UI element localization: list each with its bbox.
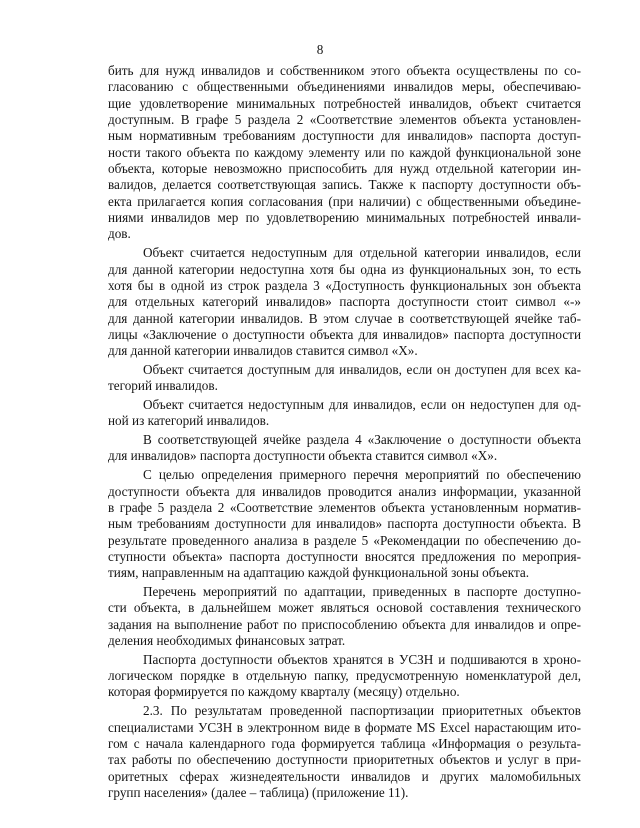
text-line: Перечень мероприятий по адаптации, приведенных в паспорте доступно- bbox=[143, 584, 581, 599]
text-line: для инвалидов» паспорта доступности объекта ставится символ «Х». bbox=[108, 448, 498, 464]
text-line: ным нормативным требованиям доступности для инвалидов» паспорта доступ- bbox=[108, 128, 581, 144]
text-line: дов. bbox=[108, 226, 131, 242]
text-line: ниями инвалидов мер по удовлетворению минимальных потребностей инвали- bbox=[108, 210, 581, 226]
text-line: тегорий инвалидов. bbox=[108, 378, 218, 394]
text-line: задания на выполнение работ по приспособлению объекта для инвалидов и опре- bbox=[108, 616, 581, 632]
text-line: сти объекта, в дальнейшем может являться основой составления технического bbox=[108, 600, 581, 616]
text-line: С целью определения примерного перечня мероприятий по обеспечению bbox=[143, 467, 581, 483]
text-line: результате проведенного анализа в разделе 5 «Рекомендации по обеспечению до- bbox=[108, 532, 581, 548]
text-line: специалистами УСЗН в электронном виде в формате MS Excel нарастающим ито- bbox=[108, 719, 581, 735]
text-line: валидов, делается соответствующая запись. Также к паспорту доступности объ- bbox=[108, 177, 581, 193]
text-line: хотя бы в одной из строк раздела 3 «Доступность функциональных зон объекта bbox=[108, 277, 581, 293]
text-line: ступности объекта» паспорта доступности вносятся предложения по мероприя- bbox=[108, 548, 581, 564]
text-line: гом с начала календарного года формируется таблица «Информация о результа- bbox=[108, 735, 581, 751]
text-line: оритетных сферах жизнедеятельности инвалидов и других маломобильных bbox=[108, 768, 581, 784]
text-line: Паспорта доступности объектов хранятся в УСЗН и подшиваются в хроно- bbox=[143, 651, 581, 667]
text-line: щие удовлетворение минимальных потребностей инвалидов, объект считается bbox=[108, 95, 581, 111]
text-line: групп населения» (далее – таблица) (приложение 11). bbox=[108, 784, 409, 800]
text-line: лицы «Заключение о доступности объекта для инвалидов» паспорта доступности bbox=[108, 326, 581, 342]
text-line: доступным. В графе 5 раздела 2 «Соответствие элементов объекта установлен- bbox=[108, 112, 581, 128]
text-line: тах работы по обеспечению доступности приоритетных объектов и услуг в при- bbox=[108, 752, 581, 768]
text-line: для данной категории инвалидов. В этом случае в соответствующей ячейке таб- bbox=[108, 310, 581, 326]
text-line: Объект считается доступным для инвалидов, если он доступен для всех ка- bbox=[143, 361, 581, 377]
text-line: для данной категории недоступна хотя бы одна из функциональных зон, то есть bbox=[108, 261, 581, 277]
text-line: ным требованиям доступности для инвалидов» паспорта доступности объекта. В bbox=[108, 516, 581, 532]
text-line: ности такого объекта по каждому элементу или по каждой функциональной зоне bbox=[108, 144, 581, 160]
text-line: для данной категории инвалидов ставится символ «Х». bbox=[108, 343, 418, 359]
text-line: тиям, направленным на адаптацию каждой функциональной зоны объекта. bbox=[108, 565, 530, 581]
text-line: объекта, которые невозможно приспособить для нужд отдельной категории ин- bbox=[108, 161, 581, 177]
text-line: деления необходимых финансовых затрат. bbox=[108, 633, 346, 649]
text-line: бить для нужд инвалидов и собственником этого объекта осуществлены по со- bbox=[108, 63, 581, 78]
text-line: Объект считается недоступным для инвалидов, если он недоступен для од- bbox=[143, 397, 581, 413]
text-line: которая формируется по каждому кварталу (месяцу) отдельно. bbox=[108, 684, 460, 700]
page-number: 8 bbox=[316, 42, 324, 57]
text-line: доступности объекта для инвалидов проводится анализ информации, указанной bbox=[108, 483, 581, 499]
text-line: В соответствующей ячейке раздела 4 «Заключение о доступности объекта bbox=[143, 432, 581, 448]
text-line: ной из категорий инвалидов. bbox=[108, 413, 270, 429]
text-line: екта прилагается копия согласования (при наличии) с общественными объедине- bbox=[108, 193, 581, 209]
document-body bbox=[108, 63, 581, 801]
text-line: 2.3. По результатам проведенной паспортизации приоритетных объектов bbox=[143, 703, 581, 719]
text-line: гласованию с общественными объединениями инвалидов меры, обеспечиваю- bbox=[108, 79, 581, 95]
text-line: для отдельных категорий инвалидов» паспорта доступности стоит символ «-» bbox=[108, 294, 581, 310]
text-line: логическом порядке в отдельную папку, предусмотренную номенклатурой дел, bbox=[108, 668, 581, 684]
text-line: Объект считается недоступным для отдельной категории инвалидов, если bbox=[143, 245, 581, 261]
text-line: в графе 5 раздела 2 «Соответствие элементов объекта установленным норматив- bbox=[108, 499, 581, 515]
